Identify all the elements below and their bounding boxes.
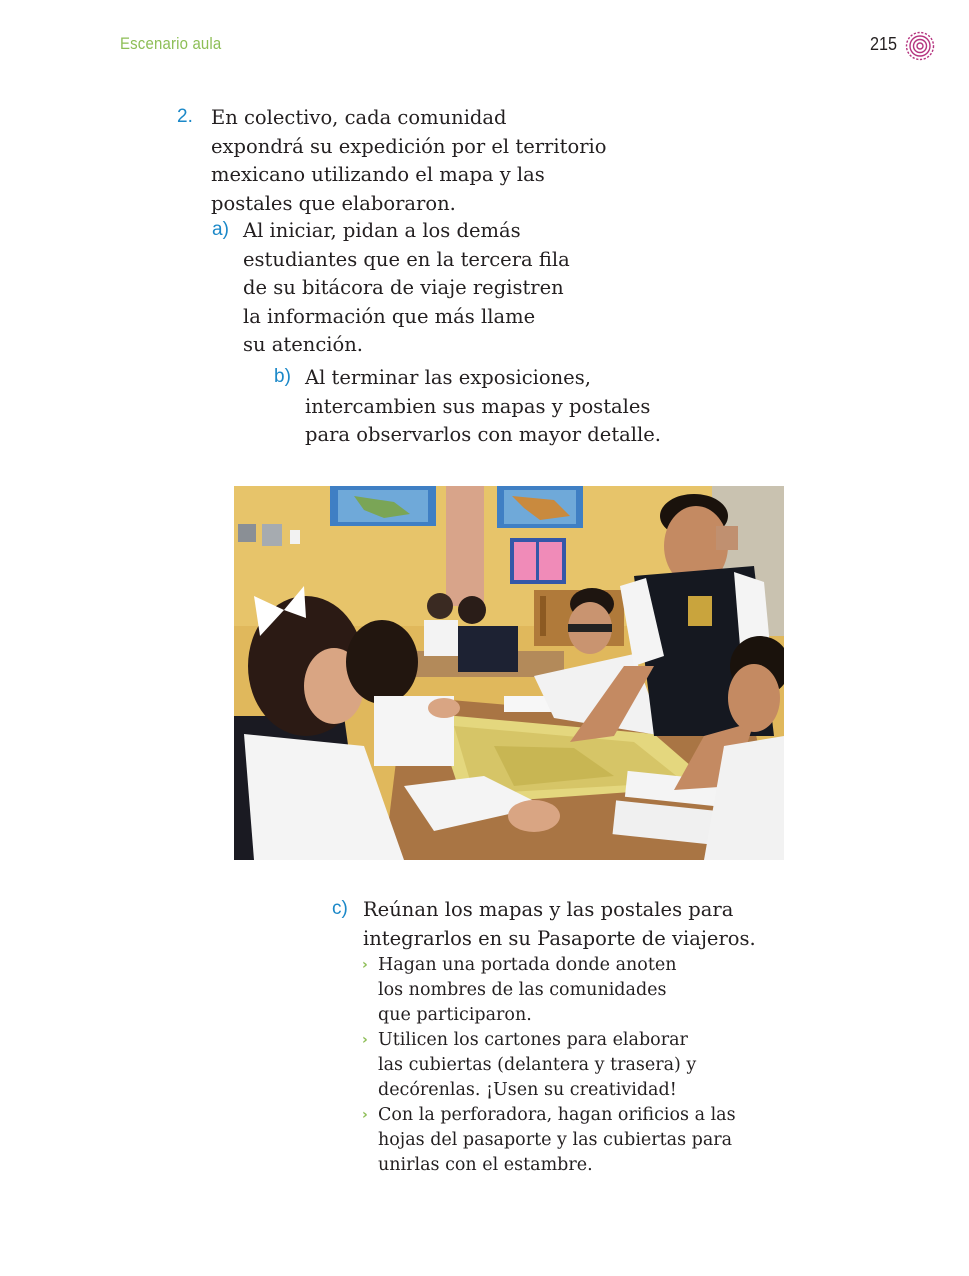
step-c-marker: c) (332, 898, 348, 919)
item-intro (211, 104, 607, 218)
chevron-right-icon: › (362, 1107, 368, 1123)
step-a-text (243, 217, 570, 360)
text-line: que participaron. (378, 1005, 532, 1025)
text-line: Con la perforadora, hagan orificios a las (378, 1105, 736, 1125)
text-line: la información que más llame (243, 304, 536, 328)
text-line: mexicano utilizando el mapa y las (211, 163, 545, 187)
text-line: Al iniciar, pidan a los demás (243, 219, 521, 242)
step-b-marker: b) (274, 366, 291, 387)
text-line: En colectivo, cada comunidad (211, 106, 507, 129)
list-item (362, 1103, 736, 1178)
text-line: expondrá su expedición por el territorio (211, 134, 607, 158)
section-title: Escenario aula (120, 34, 222, 53)
chevron-right-icon: › (362, 957, 368, 973)
text-line: postales que elaboraron. (211, 191, 456, 215)
bullet-list (362, 953, 736, 1178)
classroom-photo (234, 486, 784, 860)
list-item (362, 1028, 736, 1103)
text-line: Reúnan los mapas y las postales para (363, 898, 734, 921)
text-line: hojas del pasaporte y las cubiertas para (378, 1130, 733, 1150)
text-line: de su bitácora de viaje registren (243, 276, 564, 300)
step-c-text (363, 896, 756, 953)
text-line: Utilicen los cartones para elaborar (378, 1030, 688, 1050)
text-line: para observarlos con mayor detalle. (305, 423, 661, 447)
text-line: unirlas con el estambre. (378, 1155, 593, 1175)
step-a-marker: a) (212, 219, 229, 240)
text-line: las cubiertas (delantera y trasera) y (378, 1055, 697, 1075)
text-line: Hagan una portada donde anoten (378, 955, 677, 975)
text-line: intercambien sus mapas y postales (305, 394, 651, 418)
concentric-circle-icon (905, 31, 935, 61)
text-line: estudiantes que en la tercera fila (243, 247, 570, 271)
page-number: 215 (869, 34, 897, 54)
text-line: los nombres de las comunidades (378, 980, 667, 1000)
list-item (362, 953, 736, 1028)
step-b-text (305, 364, 661, 450)
chevron-right-icon: › (362, 1032, 368, 1048)
item-number: 2. (177, 106, 193, 127)
text-line: decórenlas. ¡Usen su creatividad! (378, 1080, 677, 1100)
text-line: Al terminar las exposiciones, (305, 366, 591, 389)
text-line: integrarlos en su Pasaporte de viajeros. (363, 926, 756, 950)
text-line: su atención. (243, 333, 363, 357)
classroom-illustration (234, 486, 784, 860)
